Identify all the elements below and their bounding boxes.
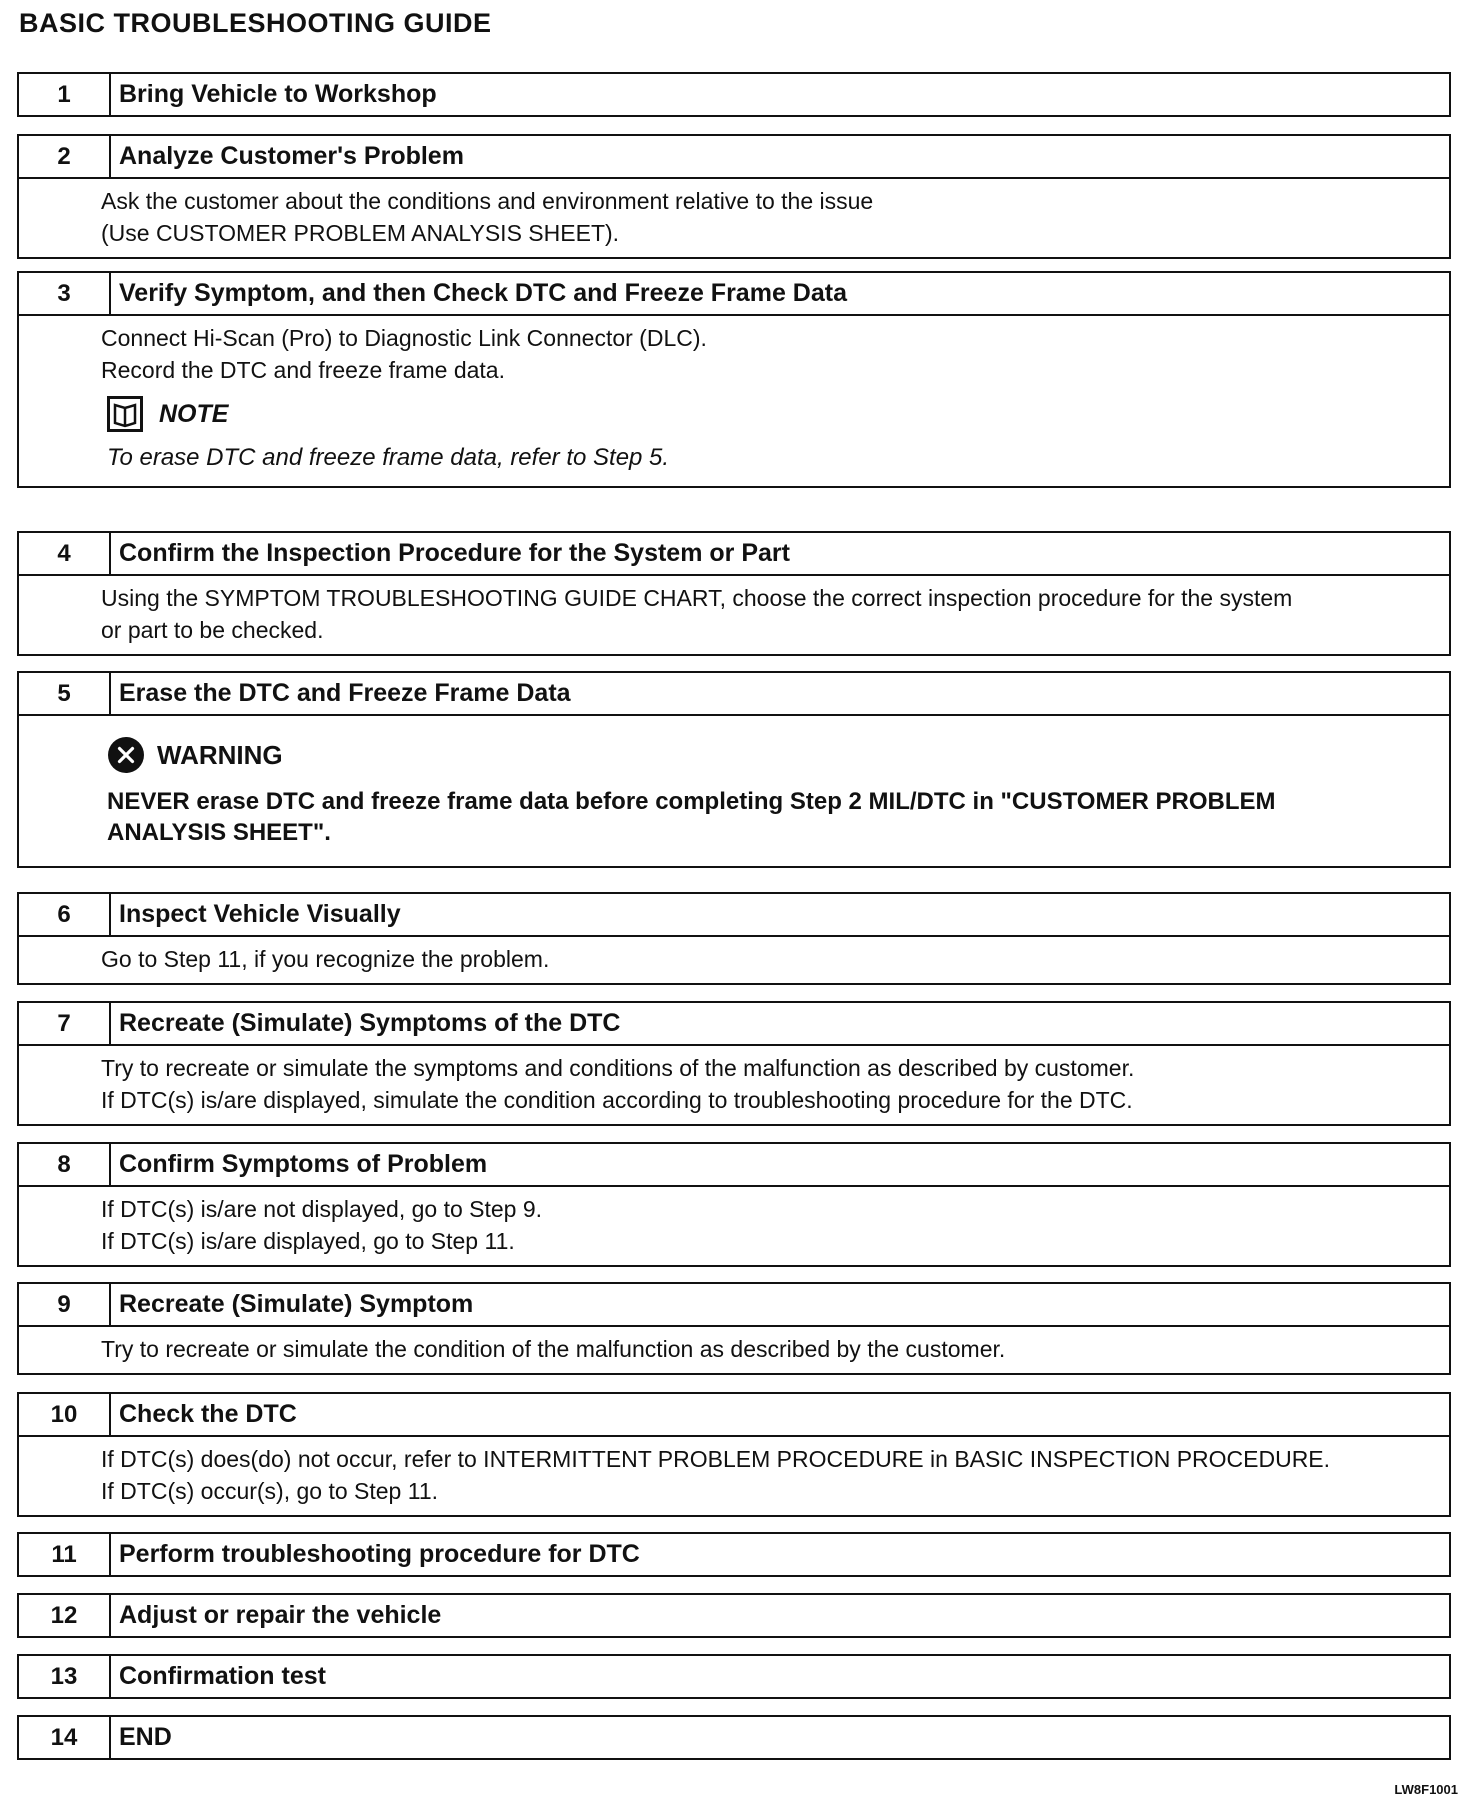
step-number: 4	[19, 533, 111, 574]
step-6	[17, 892, 1451, 985]
step-text: Try to recreate or simulate the symptoms and conditions of the malfunction as described by customer.	[101, 1055, 1135, 1081]
step-header	[19, 136, 1449, 177]
step-14	[17, 1715, 1451, 1760]
step-header	[19, 1144, 1449, 1185]
step-3	[17, 271, 1451, 488]
step-body	[19, 935, 1449, 983]
step-title: Recreate (Simulate) Symptoms of the DTC	[119, 1009, 621, 1037]
step-title: Adjust or repair the vehicle	[119, 1601, 442, 1629]
warning-text: NEVER erase DTC and freeze frame data before completing Step 2 MIL/DTC in "CUSTOMER PROBLEM ANALYSIS SHEET".	[107, 788, 1276, 846]
step-text: Ask the customer about the conditions and environment relative to the issue	[101, 188, 874, 214]
step-title: Confirm the Inspection Procedure for the System or Part	[119, 539, 790, 567]
step-number: 2	[19, 136, 111, 177]
step-header	[19, 273, 1449, 314]
step-13	[17, 1654, 1451, 1699]
step-number: 10	[19, 1394, 111, 1435]
step-header	[19, 1656, 1449, 1697]
step-text: If DTC(s) is/are displayed, go to Step 11.	[101, 1228, 515, 1254]
step-text: Connect Hi-Scan (Pro) to Diagnostic Link Connector (DLC).	[101, 325, 707, 351]
step-body	[19, 1185, 1449, 1265]
step-text: Using the SYMPTOM TROUBLESHOOTING GUIDE CHART, choose the correct inspection procedure for the system	[101, 585, 1293, 611]
step-number: 6	[19, 894, 111, 935]
step-number: 3	[19, 273, 111, 314]
step-body	[19, 177, 1449, 257]
step-body	[19, 314, 1449, 486]
step-text: Try to recreate or simulate the condition of the malfunction as described by the customer.	[101, 1336, 1006, 1362]
warning-x-icon	[107, 736, 145, 774]
step-2	[17, 134, 1451, 259]
step-5	[17, 671, 1451, 868]
step-header	[19, 894, 1449, 935]
step-header	[19, 1717, 1449, 1758]
step-header	[19, 533, 1449, 574]
step-header	[19, 74, 1449, 115]
step-number: 1	[19, 74, 111, 115]
step-title: Bring Vehicle to Workshop	[119, 80, 437, 108]
page-title: BASIC TROUBLESHOOTING GUIDE	[19, 8, 492, 38]
step-header	[19, 1284, 1449, 1325]
step-title: Confirm Symptoms of Problem	[119, 1150, 488, 1178]
step-text: or part to be checked.	[101, 617, 324, 643]
figure-code: LW8F1001	[1394, 1782, 1458, 1797]
step-header	[19, 1534, 1449, 1575]
step-text: Go to Step 11, if you recognize the problem.	[101, 946, 550, 972]
step-body	[19, 1325, 1449, 1373]
step-title: Confirmation test	[119, 1662, 326, 1690]
step-10	[17, 1392, 1451, 1517]
step-title: Verify Symptom, and then Check DTC and Freeze Frame Data	[119, 279, 847, 307]
step-1	[17, 72, 1451, 117]
step-text: If DTC(s) does(do) not occur, refer to INTERMITTENT PROBLEM PROCEDURE in BASIC INSPECTION PROCEDURE.	[101, 1446, 1331, 1472]
step-12	[17, 1593, 1451, 1638]
step-text: If DTC(s) is/are not displayed, go to Step 9.	[101, 1196, 543, 1222]
step-title: Erase the DTC and Freeze Frame Data	[119, 679, 571, 707]
step-title: Perform troubleshooting procedure for DTC	[119, 1540, 640, 1568]
step-header	[19, 1394, 1449, 1435]
step-number: 8	[19, 1144, 111, 1185]
step-number: 7	[19, 1003, 111, 1044]
step-title: END	[119, 1723, 172, 1751]
step-header	[19, 1003, 1449, 1044]
step-number: 5	[19, 673, 111, 714]
step-number: 12	[19, 1595, 111, 1636]
step-number: 11	[19, 1534, 111, 1575]
note-text: To erase DTC and freeze frame data, refer to Step 5.	[107, 444, 670, 471]
step-number: 14	[19, 1717, 111, 1758]
note-heading	[107, 396, 1439, 432]
step-header	[19, 1595, 1449, 1636]
step-number: 13	[19, 1656, 111, 1697]
step-title: Recreate (Simulate) Symptom	[119, 1290, 474, 1318]
step-header	[19, 673, 1449, 714]
note-label: NOTE	[159, 400, 229, 428]
book-icon	[107, 396, 143, 432]
warning-label: WARNING	[157, 740, 283, 770]
step-9	[17, 1282, 1451, 1375]
step-title: Check the DTC	[119, 1400, 297, 1428]
step-body	[19, 1435, 1449, 1515]
step-title: Analyze Customer's Problem	[119, 142, 464, 170]
step-body	[19, 714, 1449, 866]
warning-heading	[107, 736, 1439, 774]
step-text: If DTC(s) is/are displayed, simulate the condition according to troubleshooting procedure for the DTC.	[101, 1087, 1133, 1113]
step-title: Inspect Vehicle Visually	[119, 900, 401, 928]
step-7	[17, 1001, 1451, 1126]
step-11	[17, 1532, 1451, 1577]
step-4	[17, 531, 1451, 656]
step-body	[19, 1044, 1449, 1124]
step-text: Record the DTC and freeze frame data.	[101, 357, 505, 383]
step-number: 9	[19, 1284, 111, 1325]
step-text: If DTC(s) occur(s), go to Step 11.	[101, 1478, 439, 1504]
step-8	[17, 1142, 1451, 1267]
step-text: (Use CUSTOMER PROBLEM ANALYSIS SHEET).	[101, 220, 620, 246]
step-body	[19, 574, 1449, 654]
